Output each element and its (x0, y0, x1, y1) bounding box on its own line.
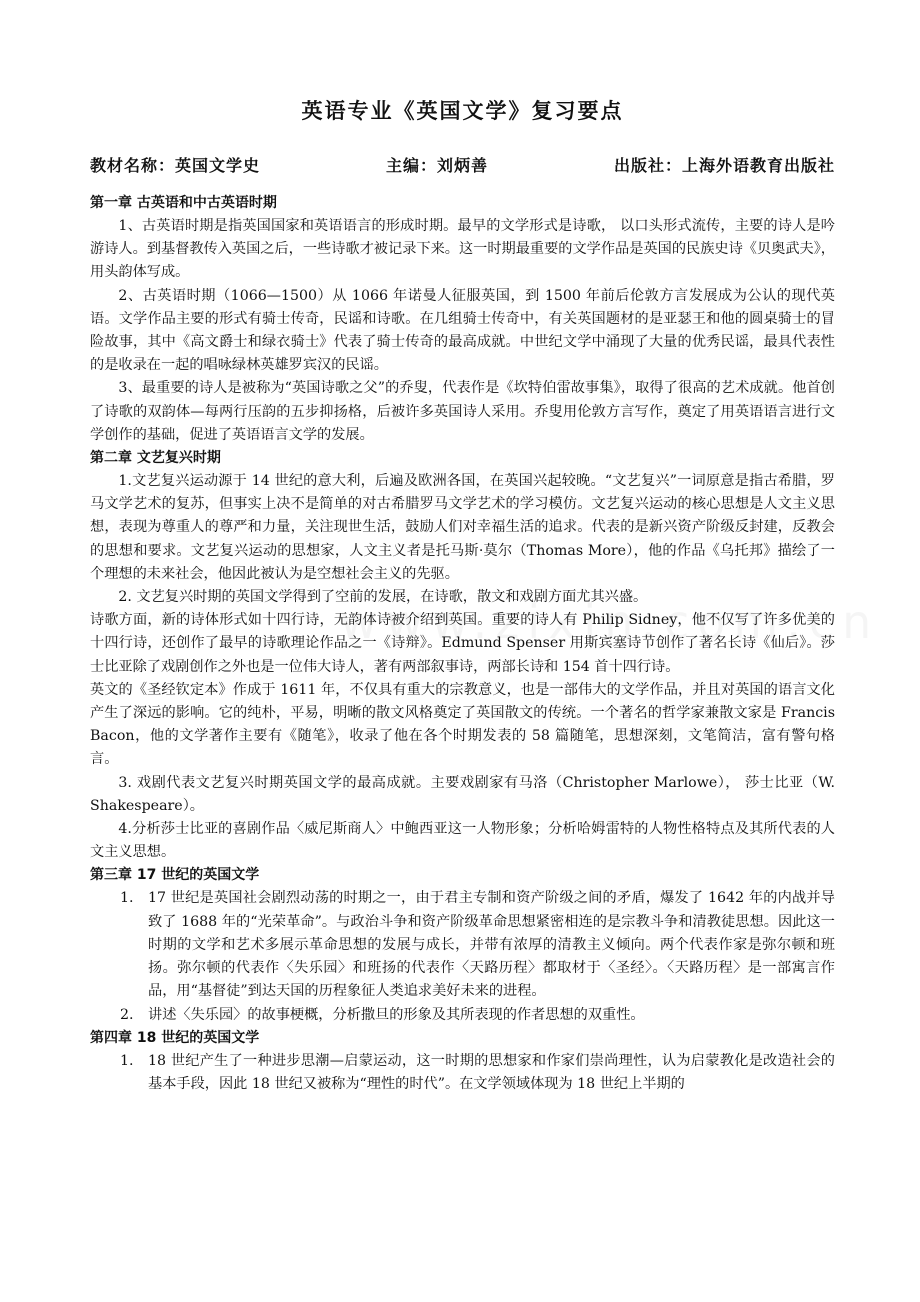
chapter-4-heading: 第四章 18 世纪的英国文学 (90, 1029, 260, 1046)
chapter-1-paragraph: 2、古英语时期（1066—1500）从 1066 年诺曼人征服英国，到 1500 年前后伦敦方言发展成为公认的现代英语。文学作品主要的形式有骑士传奇，民谣和诗歌。在几组骑士传奇中，有关英国题材的是亚瑟王和他的圆桌骑士的冒险故事，其中《高文爵士和绿衣骑士》代表了骑士传奇的最高成就。中世纪文学中涌现了大量的优秀民谣，最具代表性的是收录在一起的唱咏绿林英雄罗宾汉的民谣。 (90, 287, 835, 374)
book-info-line (90, 154, 835, 178)
chapter-3-list (90, 887, 835, 1026)
list-item-number: 2. (120, 1006, 134, 1023)
chapter-2-paragraph: 英文的《圣经钦定本》作成于 1611 年，不仅具有重大的宗教意义，也是一部伟大的文学作品，并且对英国的语言文化产生了深远的影响。它的纯朴，平易，明晰的散文风格奠定了英国散文的传统。一个著名的哲学家兼散文家是 Francis Bacon，他的文学著作主要有《随笔》，收录了他在各个时期发表的 58 篇随笔，思想深刻，文笔简洁，富有警句格言。 (90, 681, 835, 768)
chapter-1-paragraph: 3、最重要的诗人是被称为“英国诗歌之父”的乔叟，代表作是《坎特伯雷故事集》，取得了很高的艺术成就。他首创了诗歌的双韵体—每两行压韵的五步抑扬格，后被许多英国诗人采用。乔叟用伦敦方言写作，奠定了用英语语言进行文学创作的基础，促进了英语语言文学的发展。 (90, 380, 835, 443)
list-item (90, 887, 835, 1003)
publisher: 出版社：上海外语教育出版社 (613, 156, 835, 175)
chapter-1-heading: 第一章 古英语和中古英语时期 (90, 195, 277, 211)
chapter-4-list (90, 1050, 835, 1096)
chapter-2-paragraph: 1.文艺复兴运动源于 14 世纪的意大利，后遍及欧洲各国，在英国兴起较晚。“文艺复兴”一词原意是指古希腊，罗马文学艺术的复苏，但事实上决不是简单的对古希腊罗马文学艺术的学习模仿。文艺复兴运动的核心思想是人文主义思想，表现为尊重人的尊严和力量，关注现世生活，鼓励人们对幸福生活的追求。代表的是新兴资产阶级反封建，反教会的思想和要求。文艺复兴运动的思想家，人文主义者是托马斯·莫尔（Thomas More），他的作品《乌托邦》描绘了一个理想的未来社会，他因此被认为是空想社会主义的先驱。 (90, 473, 835, 582)
chapter-2-paragraph: 诗歌方面，新的诗体形式如十四行诗，无韵体诗被介绍到英国。重要的诗人有 Philip Sidney，他不仅写了许多优美的十四行诗，还创作了最早的诗歌理论作品之一《诗辩》。Edmund Spenser 用斯宾塞诗节创作了著名长诗《仙后》。莎士比亚除了戏剧创作之外也是一位伟大诗人，著有两部叙事诗，两部长诗和 154 首十四行诗。 (90, 612, 835, 675)
chapter-2-paragraph: 4.分析莎士比亚的喜剧作品〈威尼斯商人〉中鲍西亚这一人物形象；分析哈姆雷特的人物性格特点及其所代表的人文主义思想。 (90, 821, 835, 861)
chapter-2-paragraph: 3. 戏剧代表文艺复兴时期英国文学的最高成就。主要戏剧家有马洛（Christopher Marlowe）， 莎士比亚（W. Shakespeare）。 (90, 774, 835, 814)
chief-editor: 主编：刘炳善 (385, 156, 488, 175)
chapter-3-heading: 第三章 17 世纪的英国文学 (90, 867, 260, 884)
chapter-2-paragraph: 2. 文艺复兴时期的英国文学得到了空前的发展，在诗歌，散文和戏剧方面尤其兴盛。 (118, 589, 648, 606)
chapter-1-paragraph: 1、古英语时期是指英国国家和英语语言的形成时期。最早的文学形式是诗歌， 以口头形式流传，主要的诗人是吟游诗人。到基督教传入英国之后，一些诗歌才被记录下来。这一时期最重要的文学作品是英国的民族史诗《贝奥武夫》，用头韵体写成。 (90, 218, 835, 281)
textbook-name: 教材名称：英国文学史 (90, 156, 261, 175)
list-item (90, 1050, 835, 1096)
list-item-text: 18 世纪产生了一种进步思潮—启蒙运动，这一时期的思想家和作家们崇尚理性，认为启蒙教化是改造社会的基本手段，因此 18 世纪又被称为“理性的时代”。在文学领域体现为 18 世纪上半期的 (148, 1052, 835, 1092)
list-item-number: 1. (120, 1052, 134, 1069)
document-title: 英语专业《英国文学》复习要点 (301, 98, 624, 123)
document-page (90, 96, 835, 1096)
list-item-text: 17 世纪是英国社会剧烈动荡的时期之一，由于君主专制和资产阶级之间的矛盾，爆发了 1642 年的内战并导致了 1688 年的“光荣革命”。与政治斗争和资产阶级革命思想紧密相连的是宗教斗争和清教徒思想。因此这一时期的文学和艺术多展示革命思想的发展与成长，并带有浓厚的清教主义倾向。两个代表作家是弥尔顿和班扬。弥尔顿的代表作〈失乐园〉和班扬的代表作〈天路历程〉都取材于〈圣经〉。〈天路历程〉是一部寓言作品，用“基督徒”到达天国的历程象征人类追求美好未来的进程。 (148, 890, 835, 1000)
list-item-text: 讲述〈失乐园〉的故事梗概，分析撒旦的形象及其所表现的作者思想的双重性。 (148, 1006, 645, 1023)
chapter-2-heading: 第二章 文艺复兴时期 (90, 450, 221, 467)
list-item-number: 1. (120, 890, 134, 907)
list-item (90, 1004, 835, 1027)
